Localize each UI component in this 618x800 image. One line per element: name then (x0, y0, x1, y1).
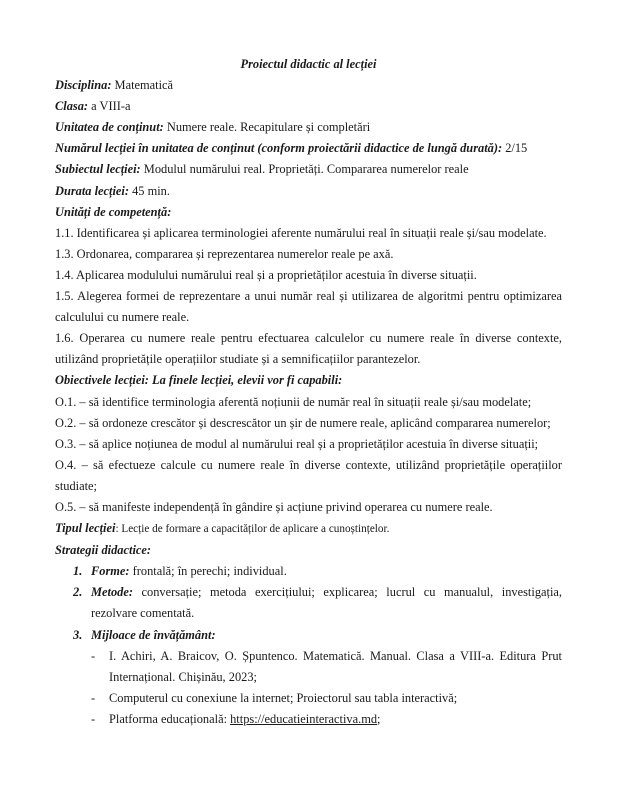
field-value: Numere reale. Recapitulare și completări (163, 120, 371, 135)
objective-item: O.2. – să ordoneze crescător și descrescător un șir de numere reale, aplicând compararea numerelor; (55, 415, 551, 430)
field-label: Subiectul lecției: (55, 162, 141, 177)
dash-bullet-icon: - (91, 711, 96, 726)
dash-bullet-icon: - (91, 690, 96, 705)
means-text: Platforma educațională: (109, 711, 231, 726)
competency-item: 1.6. Operarea cu numere reale pentru efectuarea calculelor cu numere reale în diverse contexte, utilizând proprietățile operațiilor studiate și a semnificațiilor parantezelor. (55, 331, 562, 367)
strategies-list (55, 561, 562, 645)
strategy-value: conversație; metoda exercițiului; explicarea; lucrul cu manualul, investigația, rezolvare comentată. (91, 585, 562, 621)
field-label: Unitatea de conținut: (55, 120, 164, 135)
field-value: Matematică (111, 78, 174, 93)
dash-bullet-icon: - (91, 648, 96, 663)
means-item (55, 688, 562, 709)
strategies-heading: Strategii didactice: (55, 543, 152, 558)
competency-item: 1.1. Identificarea și aplicarea terminologiei aferente numărului real în situații reale și/sau modelate. (55, 225, 547, 240)
strategy-value: frontală; în perechi; individual. (129, 564, 287, 579)
lesson-type (55, 518, 562, 540)
field-lesson-number (55, 138, 562, 159)
platform-link[interactable]: https://educatieinteractiva.md (230, 711, 378, 726)
competency-item: 1.3. Ordonarea, compararea și reprezentarea numerelor reale pe axă. (55, 246, 394, 261)
competency-item: 1.4. Aplicarea modulului numărului real și a proprietăților acestuia în diverse situații. (55, 267, 477, 282)
field-label: Durata lecției: (55, 183, 129, 198)
field-value: 45 min. (129, 183, 170, 198)
competencies-heading: Unități de competență: (55, 204, 172, 219)
competency-item: 1.5. Alegerea formei de reprezentare a unui număr real și utilizarea de algoritmi pentru optimizarea calculului cu numere reale. (55, 289, 562, 325)
list-number: 3. (73, 627, 83, 642)
field-value: 2/15 (502, 141, 528, 156)
strategy-label: Mijloace de învățământ: (91, 627, 216, 642)
field-class (55, 96, 562, 117)
means-list (55, 646, 562, 730)
field-lesson-duration (55, 181, 562, 202)
means-text: I. Achiri, A. Braicov, O. Șpuntenco. Matematică. Manual. Clasa a VIII-a. Editura Prut Internațional. Chișinău, 2023; (109, 648, 562, 684)
means-suffix: ; (377, 711, 381, 726)
document-title: Proiectul didactic al lecției (240, 57, 377, 71)
field-lesson-subject (55, 159, 562, 180)
objective-item: O.3. – să aplice noțiunea de modul al numărului real și a proprietăților acestuia în diverse situații; (55, 436, 539, 451)
strategy-item (55, 561, 562, 582)
field-content-unit (55, 117, 562, 138)
objectives-heading: Obiectivele lecției: La finele lecției, elevii vor fi capabili: (55, 373, 343, 388)
strategy-label: Forme: (91, 564, 130, 579)
list-number: 2. (73, 585, 83, 600)
field-value: a VIII-a (88, 99, 131, 114)
field-value: : Lecție de formare a capacităților de aplicare a cunoștințelor. (115, 523, 390, 536)
list-number: 1. (73, 564, 83, 579)
means-text: Computerul cu conexiune la internet; Proiectorul sau tabla interactivă; (109, 690, 458, 705)
means-item (55, 646, 562, 688)
strategy-label: Metode: (91, 585, 133, 600)
objective-item: O.1. – să identifice terminologia aferentă noțiunii de număr real în situații reale și/sau modelate; (55, 394, 532, 409)
field-value: Modulul numărului real. Proprietăți. Compararea numerelor reale (140, 162, 469, 177)
document-page (55, 54, 562, 730)
field-label: Clasa: (55, 99, 89, 114)
field-label: Tipul lecției (55, 521, 116, 536)
objective-item: O.4. – să efectueze calcule cu numere reale în diverse contexte, utilizând proprietățile operațiilor studiate; (55, 457, 562, 493)
objective-item: O.5. – să manifeste independență în gândire și acțiune privind operarea cu numere reale. (55, 499, 493, 514)
strategy-item (55, 582, 562, 624)
field-label: Disciplina: (55, 78, 112, 93)
field-label: Numărul lecției în unitatea de conținut (conform proiectării didactice de lungă durată): (55, 141, 503, 156)
field-discipline (55, 75, 562, 96)
strategy-item (55, 625, 562, 646)
means-item (55, 709, 562, 730)
